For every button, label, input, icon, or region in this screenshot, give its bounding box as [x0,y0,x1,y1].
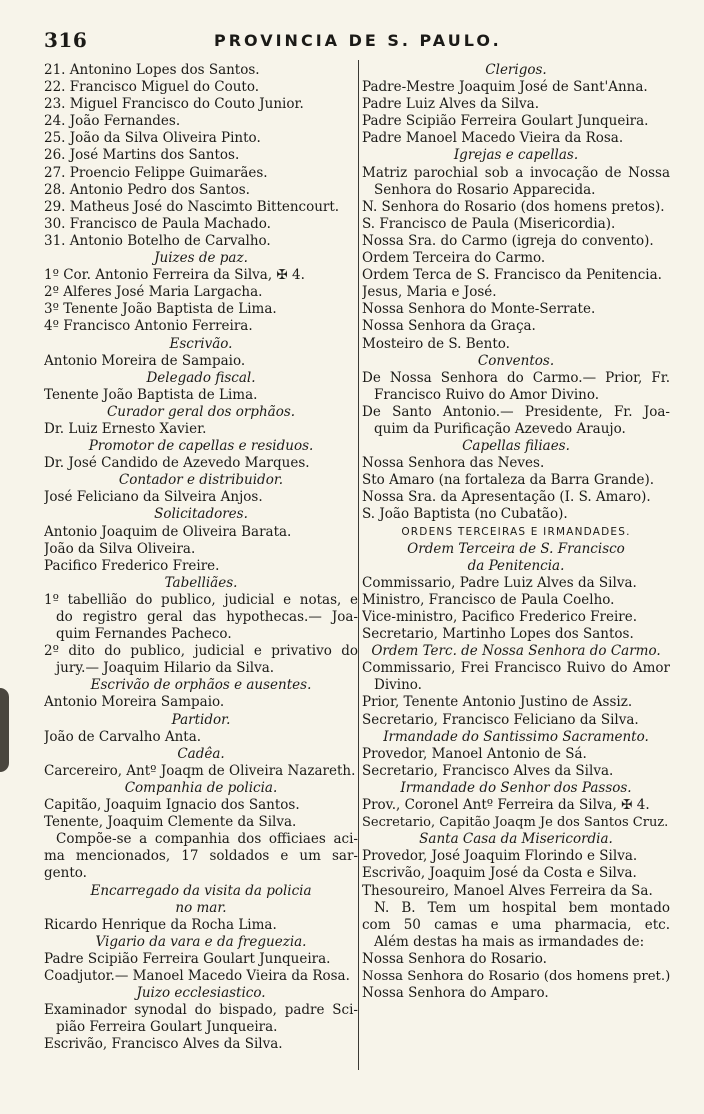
section-heading: Cadêa. [177,745,225,762]
section-heading: Solicitadores. [154,506,248,523]
text-line: Compõe-se a companhia dos officiaes aci- [56,831,358,848]
text-line: Examinador synodal do bispado, padre Sci- [44,1002,358,1019]
section-heading: ORDENS TERCEIRAS E IRMANDADES. [401,525,631,538]
text-line: Carcereiro, Antº Joaqm de Oliveira Nazareth. [44,762,356,779]
running-title: PROVINCIA DE S. PAULO. [214,31,502,50]
text-line: Nossa Sra. da Apresentação (I. S. Amaro). [362,489,651,506]
left-column [44,62,358,1053]
text-line: De Nossa Senhora do Carmo.— Prior, Fr. [362,369,670,386]
section-heading: Escrivão. [169,335,233,352]
page-number: 316 [44,28,88,52]
section-heading: Vigario da vara e da freguezia. [95,933,307,950]
section-heading: Delegado fiscal. [146,369,256,386]
text-line: Antonio Moreira de Sampaio. [44,352,246,369]
right-column [362,62,670,1002]
text-line: Mosteiro de S. Bento. [362,335,510,352]
section-heading: Escrivão de orphãos e ausentes. [90,677,312,694]
text-line: S. João Baptista (no Cubatão). [362,506,568,523]
text-line: Nossa Senhora do Rosario. [362,950,547,967]
text-line: 4º Francisco Antonio Ferreira. [44,318,253,335]
page-header [44,28,684,56]
text-line: João da Silva Oliveira. [44,540,196,557]
text-line: Nossa Senhora do Amparo. [362,985,549,1002]
section-heading: Juizo ecclesiastico. [136,985,266,1002]
text-line: Nossa Senhora do Monte-Serrate. [362,301,596,318]
text-line: Provedor, José Joaquim Florindo e Silva. [362,848,638,865]
text-line: 31. Antonio Botelho de Carvalho. [44,232,271,249]
section-heading: Encarregado da visita da policia [90,882,312,899]
column-divider [358,60,359,1070]
text-line: Tenente João Baptista de Lima. [44,386,258,403]
text-line: Ordem Terceira do Carmo. [362,250,546,267]
text-line: 30. Francisco de Paula Machado. [44,215,271,232]
text-line: Secretario, Capitão Joaqm Je dos Santos Cruz. [362,815,669,831]
text-line: Dr. José Candido de Azevedo Marques. [44,455,310,472]
text-line: Padre-Mestre Joaquim José de Sant'Anna. [362,79,648,96]
section-heading: Juizes de paz. [154,250,248,267]
section-heading: Conventos. [477,352,555,369]
section-heading: Curador geral dos orphãos. [106,403,296,420]
section-heading: Contador e distribuidor. [118,472,284,489]
text-line: Thesoureiro, Manoel Alves Ferreira da Sa. [362,882,653,899]
text-line: pião Ferreira Goulart Junqueira. [56,1019,278,1036]
section-heading: no mar. [175,899,227,916]
section-heading: Promotor de capellas e residuos. [88,438,314,455]
text-line: Commissario, Padre Luiz Alves da Silva. [362,574,637,591]
text-line: Senhora do Rosario Apparecida. [374,181,596,198]
text-line: Prov., Coronel Antº Ferreira da Silva, ✠ 4. [362,797,650,814]
section-heading: Companhia de policia. [124,779,278,796]
section-heading: Ordem Terc. de Nossa Senhora do Carmo. [371,643,661,660]
text-line: Sto Amaro (na fortaleza da Barra Grande). [362,472,655,489]
section-heading: Igrejas e capellas. [453,147,579,164]
text-line: 1º Cor. Antonio Ferreira da Silva, ✠ 4. [44,267,305,284]
text-line: Escrivão, Joaquim José da Costa e Silva. [362,865,637,882]
text-line: 22. Francisco Miguel do Couto. [44,79,260,96]
text-line: quim Fernandes Pacheco. [56,626,232,643]
text-line: José Feliciano da Silveira Anjos. [44,489,263,506]
text-line: Commissario, Frei Francisco Ruivo do Amor [362,660,670,677]
text-line: 2º Alferes José Maria Largacha. [44,284,263,301]
text-line: Coadjutor.— Manoel Macedo Vieira da Rosa. [44,967,350,984]
text-line: Além destas ha mais as irmandades de: [374,933,645,950]
text-line: Ordem Terca de S. Francisco da Penitencia. [362,267,662,284]
section-heading: Irmandade do Senhor dos Passos. [400,779,632,796]
text-line: Matriz parochial sob a invocação de Nossa [362,164,670,181]
text-line: com 50 camas e uma pharmacia, etc. [362,916,670,933]
text-line: João de Carvalho Anta. [44,728,202,745]
text-line: 24. João Fernandes. [44,113,181,130]
text-line: De Santo Antonio.— Presidente, Fr. Joa- [362,403,670,420]
text-line: 2º dito do publico, judicial e privativo do [44,643,358,660]
text-line: Secretario, Martinho Lopes dos Santos. [362,626,634,643]
text-line: 28. Antonio Pedro dos Santos. [44,181,250,198]
text-line: gento. [44,865,87,882]
text-line: Prior, Tenente Antonio Justino de Assiz. [362,694,633,711]
text-line: Padre Manoel Macedo Vieira da Rosa. [362,130,624,147]
section-heading: Ordem Terceira de S. Francisco [407,540,625,557]
text-line: 3º Tenente João Baptista de Lima. [44,301,277,318]
text-line: 29. Matheus José do Nascimto Bittencourt. [44,198,340,215]
text-line: Padre Scipião Ferreira Goulart Junqueira. [362,113,649,130]
text-line: quim da Purificação Azevedo Araujo. [374,420,626,437]
text-line: Provedor, Manoel Antonio de Sá. [362,745,587,762]
section-heading: Tabelliães. [164,574,238,591]
text-line: jury.— Joaquim Hilario da Silva. [56,660,275,677]
text-line: 27. Proencio Felippe Guimarães. [44,164,268,181]
text-line: Escrivão, Francisco Alves da Silva. [44,1036,283,1053]
text-line: 26. José Martins dos Santos. [44,147,240,164]
text-line: Capitão, Joaquim Ignacio dos Santos. [44,797,300,814]
text-line: Nossa Senhora do Rosario (dos homens pret.) [362,968,670,984]
text-line: Padre Luiz Alves da Silva. [362,96,540,113]
text-line: 21. Antonino Lopes dos Santos. [44,62,260,78]
text-line: Pacifico Frederico Freire. [44,557,220,574]
text-line: N. B. Tem um hospital bem montado [374,899,670,916]
text-line: Padre Scipião Ferreira Goulart Junqueira. [44,950,331,967]
text-line: Nossa Senhora das Neves. [362,455,545,472]
page-edge-stain [0,688,9,772]
text-line: 25. João da Silva Oliveira Pinto. [44,130,261,147]
text-line: 1º tabellião do publico, judicial e notas, e [44,591,358,608]
text-line: Dr. Luiz Ernesto Xavier. [44,420,207,437]
text-line: Antonio Joaquim de Oliveira Barata. [44,523,292,540]
text-line: Divino. [374,677,422,694]
text-line: Ministro, Francisco de Paula Coelho. [362,591,615,608]
text-line: Jesus, Maria e José. [362,284,497,301]
text-line: ma mencionados, 17 soldados e um sar- [44,848,358,865]
text-line: Vice-ministro, Pacifico Frederico Freire. [362,609,638,625]
text-line: Nossa Sra. do Carmo (igreja do convento). [362,232,654,249]
text-line: Nossa Senhora da Graça. [362,318,536,335]
section-heading: da Penitencia. [467,557,565,574]
text-line: Francisco Ruivo do Amor Divino. [374,386,600,403]
text-line: Tenente, Joaquim Clemente da Silva. [44,814,297,831]
section-heading: Capellas filiaes. [462,438,570,455]
text-line: Secretario, Francisco Feliciano da Silva. [362,711,639,728]
section-heading: Partidor. [171,711,231,728]
text-line: Secretario, Francisco Alves da Silva. [362,762,614,779]
section-heading: Clerigos. [485,62,547,78]
text-line: Antonio Moreira Sampaio. [44,694,225,711]
text-line: do registro geral das hypothecas.— Joa- [56,609,358,625]
section-heading: Irmandade do Santissimo Sacramento. [383,728,649,745]
section-heading: Santa Casa da Misericordia. [419,831,613,848]
text-line: S. Francisco de Paula (Misericordia). [362,215,616,232]
text-line: N. Senhora do Rosario (dos homens pretos). [362,198,665,215]
text-line: 23. Miguel Francisco do Couto Junior. [44,96,304,113]
text-line: Ricardo Henrique da Rocha Lima. [44,916,277,933]
